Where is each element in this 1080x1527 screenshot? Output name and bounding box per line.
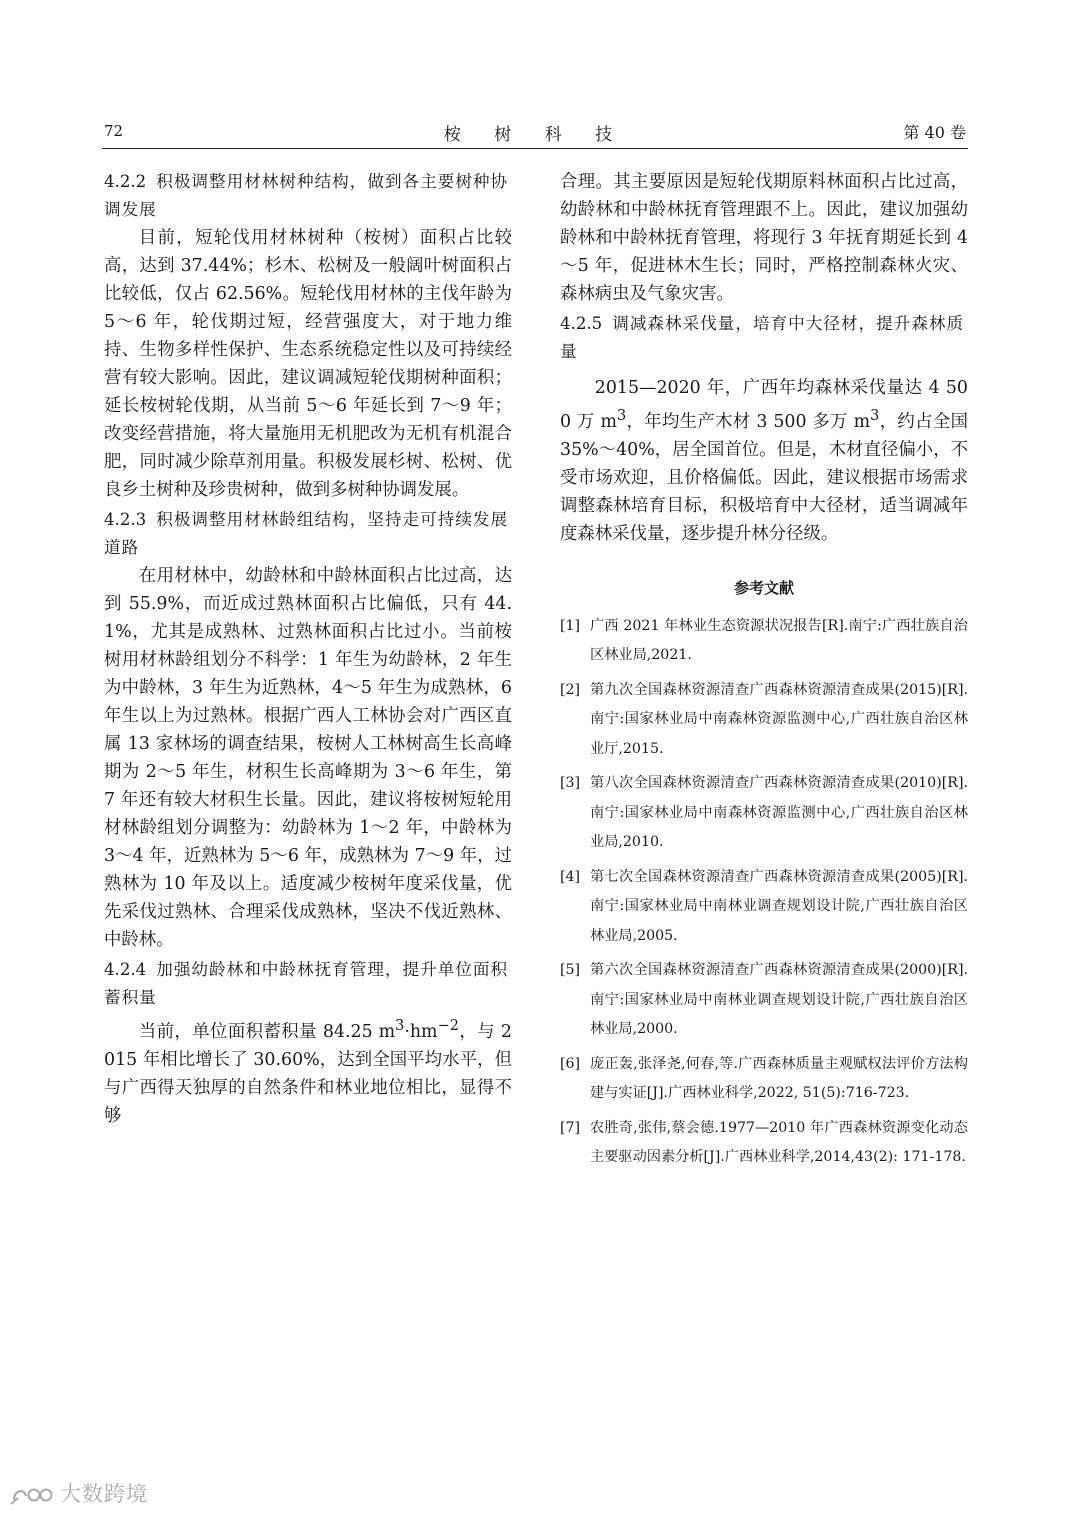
superscript: 3 [395, 1018, 405, 1034]
reference-item [560, 769, 968, 858]
section-title: 积极调整用材林树种结构，做到各主要树种协调发展 [104, 172, 509, 219]
paragraph: 在用材林中，幼龄林和中龄林面积占比过高，达到 55.9%，而近成过熟林面积占比偏低，只有 44.1%，尤其是成熟林、过熟林面积占比过小。当前桉树用材林龄组划分不科学：1 年生为幼龄林，2 年生为中龄林，3 年生为近熟林，4～5 年生为成熟林，6 年生以上为过熟林。根据广西人工林协会对广西区直属 13 家林场的调查结果，桉树人工林树高生长高峰期为 2～5 年生，材积生长高峰期为 3～6 年生，第 7 年还有较大材积生长量。因此，建议将桉树短轮用材林龄组划分调整为：幼龄林为 1～2 年，中龄林为 3～4 年，近熟林为 5～6 年，成熟林为 7～9 年，过熟林为 10 年及以上。适度减少桉树年度采伐量，优先采伐过熟林、合理采伐成熟林，坚决不伐近熟林、中龄林。 [104, 566, 512, 950]
reference-text: 农胜奇,张伟,蔡会德.1977—2010 年广西森林资源变化动态主要驱动因素分析[J].广西林业科学,2014,43(2): 171-178. [590, 1119, 968, 1166]
superscript: 3 [616, 408, 627, 424]
section-number: 4.2.4 [104, 960, 147, 979]
text-run: ，年均生产木材 3 500 多万 m [626, 411, 871, 432]
text-run: ·hm [404, 1021, 438, 1042]
page-header [102, 118, 968, 149]
reference-item [560, 863, 968, 952]
section-title: 调减森林采伐量，培育中大径材，提升森林质量 [560, 314, 965, 361]
reference-index: [3] [560, 775, 581, 792]
text-run: 2015—2020 年，广西年均森林采伐量达 4 500 万 m [560, 378, 968, 432]
section-number: 4.2.2 [104, 172, 147, 191]
section-heading-4-2-2 [104, 168, 512, 224]
watermark [10, 1478, 148, 1508]
section-heading-4-2-5 [560, 310, 968, 366]
paragraph [104, 1012, 512, 1130]
reference-index: [4] [560, 868, 581, 885]
section-heading-4-2-4 [104, 956, 512, 1012]
text-run: 当前，单位面积蓄积量 84.25 m [138, 1021, 396, 1042]
text-run: ，约占全国 35%～40%，居全国首位。但是，木材直径偏小，不受市场欢迎，且价格偏低。因此，建议根据市场需求调整森林培育目标，积极培育中大径材，适当调减年度森林采伐量，逐步提升林分径级。 [560, 411, 968, 544]
paragraph-continued: 合理。其主要原因是短轮伐期原料林面积占比过高，幼龄林和中龄林抚育管理跟不上。因此，建议加强幼龄林和中龄林抚育管理，将现行 3 年抚育期延长到 4～5 年，促进林木生长；同时，严格控制森林火灾、森林病虫及气象灾害。 [560, 172, 968, 304]
reference-item [560, 612, 968, 671]
journal-title: 桉 树 科 技 [443, 125, 627, 145]
section-number: 4.2.3 [104, 510, 147, 529]
paragraph: 目前，短轮伐用材林树种（桉树）面积占比较高，达到 37.44%；杉木、松树及一般阔叶树面积占比较低，仅占 62.56%。短轮伐用材林的主伐年龄为 5～6 年，轮伐期过短，经营强度大，对于地力维持、生物多样性保护、生态系统稳定性以及可持续经营有较大影响。因此，建议调减短轮伐期树种面积；延长桉树轮伐期，从当前 5～6 年延长到 7～9 年；改变经营措施，将大量施用无机肥改为无机有机混合肥，同时减少除草剂用量。积极发展杉树、松树、优良乡土树种及珍贵树种，做到多树种协调发展。 [104, 228, 512, 500]
reference-text: 广西 2021 年林业生态资源状况报告[R].南宁:广西壮族自治区林业局,2021. [590, 617, 968, 664]
reference-index: [5] [560, 962, 581, 979]
section-heading-4-2-3 [104, 506, 512, 562]
reference-text: 庞正轰,张泽尧,何春,等.广西森林质量主观赋权法评价方法构建与实证[J].广西林业科学,2022, 51(5):716-723. [590, 1055, 968, 1102]
page-number: 72 [104, 122, 124, 140]
left-column [104, 168, 512, 1132]
watermark-logo-icon [10, 1484, 56, 1506]
reference-index: [1] [560, 617, 581, 634]
right-column [560, 168, 968, 1178]
reference-text: 第六次全国森林资源清查广西森林资源清查成果(2000)[R].南宁:国家林业局中南林业调查规划设计院,广西壮族自治区林业局,2000. [590, 962, 968, 1038]
references-list [560, 612, 968, 1173]
reference-text: 第七次全国森林资源清查广西森林资源清查成果(2005)[R].南宁:国家林业局中南林业调查规划设计院,广西壮族自治区林业局,2005. [590, 868, 968, 944]
reference-index: [6] [560, 1055, 581, 1072]
superscript: 3 [870, 408, 880, 424]
reference-text: 第九次全国森林资源清查广西森林资源清查成果(2015)[R].南宁:国家林业局中南森林资源监测中心,广西壮族自治区林业厅,2015. [590, 681, 968, 757]
watermark-text: 大数跨境 [60, 1482, 148, 1506]
section-title: 加强幼龄林和中龄林抚育管理，提升单位面积蓄积量 [104, 960, 509, 1007]
reference-item [560, 1050, 968, 1109]
section-number: 4.2.5 [560, 314, 603, 333]
section-title: 积极调整用材林龄组结构，坚持走可持续发展道路 [104, 510, 509, 557]
volume-label: 第 40 卷 [903, 123, 966, 142]
reference-item [560, 1114, 968, 1173]
reference-index: [7] [560, 1119, 581, 1136]
reference-index: [2] [560, 681, 581, 698]
text-run: ，与 2015 年相比增长了 30.60%，达到全国平均水平，但与广西得天独厚的自然条件和林业地位相比，显得不够 [104, 1021, 512, 1126]
reference-item [560, 956, 968, 1045]
superscript: −2 [437, 1018, 459, 1034]
references-title: 参考文献 [733, 578, 794, 597]
reference-item [560, 676, 968, 765]
reference-text: 第八次全国森林资源清查广西森林资源清查成果(2010)[R].南宁:国家林业局中南森林资源监测中心,广西壮族自治区林业局,2010. [590, 775, 968, 851]
paragraph [560, 374, 968, 548]
